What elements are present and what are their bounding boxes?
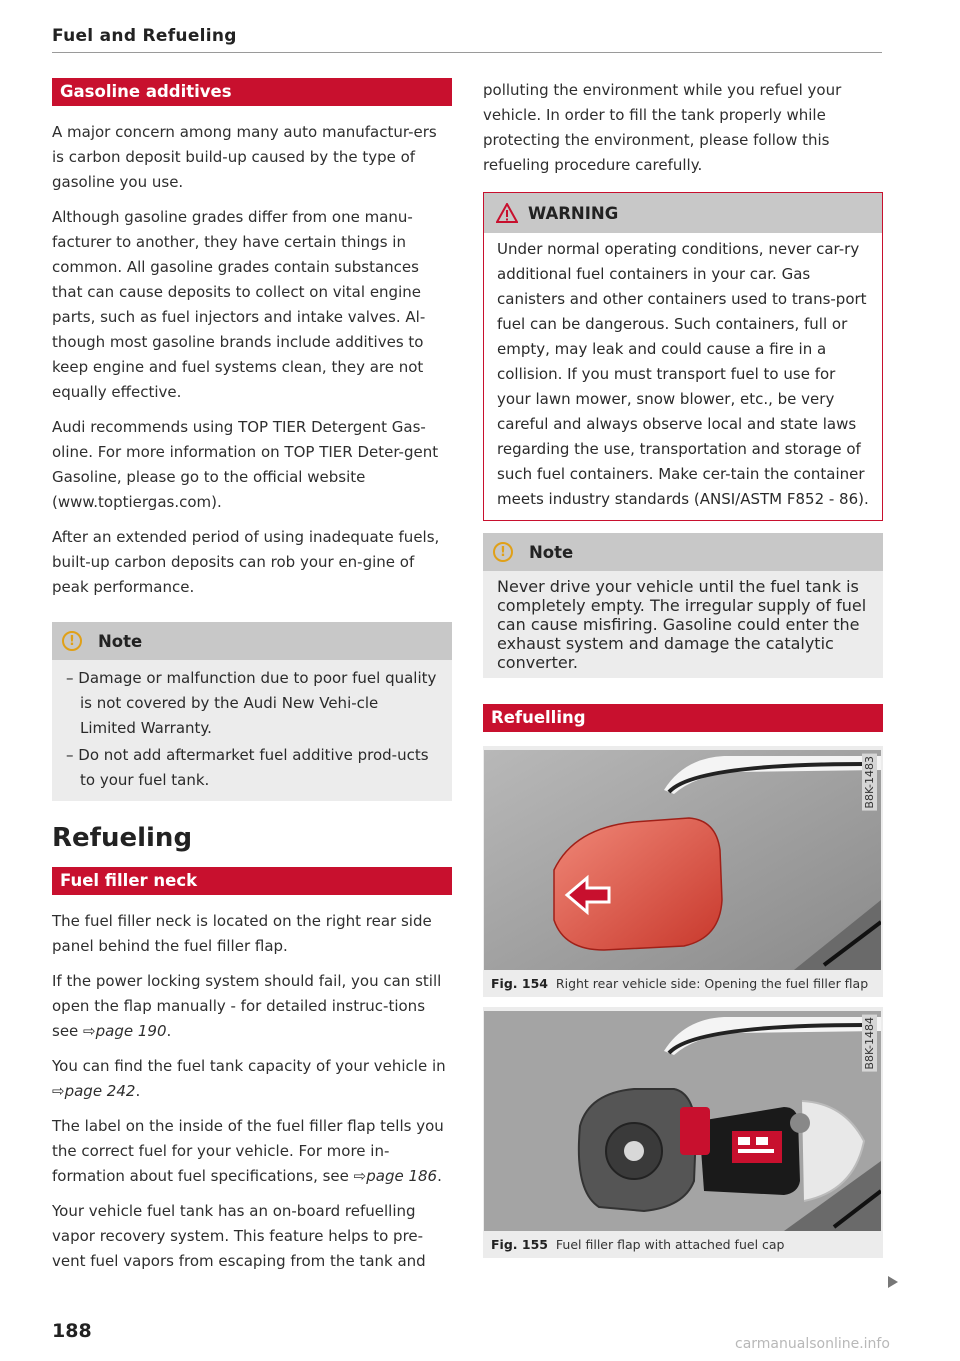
note-box-additives [52,622,452,801]
fuel-flap-open-image [484,1011,881,1231]
filler-p4-text: The label on the inside of the fuel filler flap tells you the correct fuel for your vehicle. For more in-formation about fuel specifications, see [52,1117,444,1185]
arrow-right-icon: ⇨ [52,1082,65,1100]
note-item: – Damage or malfunction due to poor fuel quality is not covered by the Audi New Vehi-cle Limited Warranty. [66,669,437,737]
info-circle-icon: ! [62,631,82,651]
info-circle-icon: ! [493,542,513,562]
gasoline-additives-heading: Gasoline additives [52,78,452,106]
figure-caption [483,970,883,993]
left-column [52,78,452,1274]
figure-caption-text: Right rear vehicle side: Opening the fuel filler flap [555,976,869,991]
filler-paragraph-5: Your vehicle fuel tank has an on-board refuelling vapor recovery system. This feature helps to pre-vent fuel vapors from escaping from the tank and [52,1202,426,1270]
additives-paragraph-1: A major concern among many auto manufactur-ers is carbon deposit build-up caused by the type of gasoline you use. [52,123,437,191]
filler-paragraph-2: If the power locking system should fail, you can still open the flap manually - for detailed instruc-tions see ⇨page 190. [52,972,442,1040]
continue-arrow-icon [888,1276,898,1288]
additives-paragraph-2: Although gasoline grades differ from one manu-facturer to another, they have certain things in common. All gasoline grades contain substances that can cause deposits to collect on vital engine parts, such as fuel injectors and intake valves. Al-though most gasoline brands include additives to keep engine and fuel systems clean, they are not equally effective. [52,208,426,401]
refueling-title: Refueling [52,823,193,853]
continued-paragraph: polluting the environment while you refuel your vehicle. In order to fill the tank properly while protecting the environment, please follow this refueling procedure carefully. [483,81,842,174]
filler-paragraph-1: The fuel filler neck is located on the right rear side panel behind the fuel filler flap. [52,912,432,955]
page-number: 188 [52,1320,92,1342]
warning-text: Under normal operating conditions, never car-ry additional fuel containers in your car. Gas canisters and other containers used to trans-port fuel can be dangerous. Such containers, full or empty, may leak and could cause a fire in a collision. If you must transport fuel to use for your lawn mower, snow blower, etc., be very careful and always observe local and state laws regarding the use, transportation and storage of such fuel containers. Make cer-tain the container meets industry standards (ANSI/ASTM F852 - 86). [497,240,869,508]
warning-header [484,193,882,233]
note-item: – Do not add aftermarket fuel additive prod-ucts to your fuel tank. [66,746,429,789]
figure-caption [483,1231,883,1254]
fuel-flap-closed-illustration [484,750,881,970]
figure-155 [483,1007,883,1258]
section-header: Fuel and Refueling [52,26,237,46]
note-label: Note [529,542,574,562]
note-text: Never drive your vehicle until the fuel tank is completely empty. The irregular supply of fuel can cause misfiring. Gasoline could enter the exhaust system and damage the catalytic converter. [497,577,867,672]
note-body [52,660,452,801]
filler-paragraph-4: The label on the inside of the fuel filler flap tells you the correct fuel for your vehicle. For more in-formation about fuel specifications, see ⇨page 186. [52,1117,444,1185]
figure-caption-text: Fuel filler flap with attached fuel cap [555,1237,785,1252]
fuel-filler-neck-heading: Fuel filler neck [52,867,452,895]
filler-paragraph-3: You can find the fuel tank capacity of your vehicle in ⇨page 242. [52,1057,446,1100]
additives-paragraph-3: Audi recommends using TOP TIER Detergent Gas-oline. For more information on TOP TIER Deter-gent Gasoline, please go to the official website (www.toptiergas.com). [52,418,439,511]
figure-code: B8K-1484 [863,1017,876,1070]
note-box-fuel-tank [483,533,883,678]
note-label: Note [98,631,143,651]
filler-p3-text: You can find the fuel tank capacity of your vehicle in [52,1057,446,1075]
arrow-right-icon: ⇨ [353,1167,367,1185]
right-column [483,78,883,1258]
note-header [52,622,452,660]
page-ref-link[interactable]: page 242 [64,1082,136,1100]
note-header [483,533,883,571]
page-ref-link[interactable]: page 190 [95,1022,167,1040]
fuel-flap-closed-image [484,750,881,970]
arrow-right-icon: ⇨ [83,1022,96,1040]
fuel-flap-open-illustration [484,1011,881,1231]
figure-code: B8K-1483 [863,756,876,809]
refuelling-heading: Refuelling [483,704,883,732]
watermark: carmanualsonline.info [735,1336,890,1352]
figure-label: Fig. 155 [491,1237,548,1252]
figure-label: Fig. 154 [491,976,548,991]
header-divider [52,52,882,53]
warning-triangle-icon [496,203,518,223]
warning-box [483,192,883,521]
figure-154 [483,746,883,997]
warning-label: WARNING [528,203,619,223]
additives-paragraph-4: After an extended period of using inadequate fuels, built-up carbon deposits can rob your en-gine of peak performance. [52,528,440,596]
page-ref-link[interactable]: page 186 [366,1167,438,1185]
filler-p2-text: If the power locking system should fail, you can still open the flap manually - for detailed instruc-tions see [52,972,442,1040]
